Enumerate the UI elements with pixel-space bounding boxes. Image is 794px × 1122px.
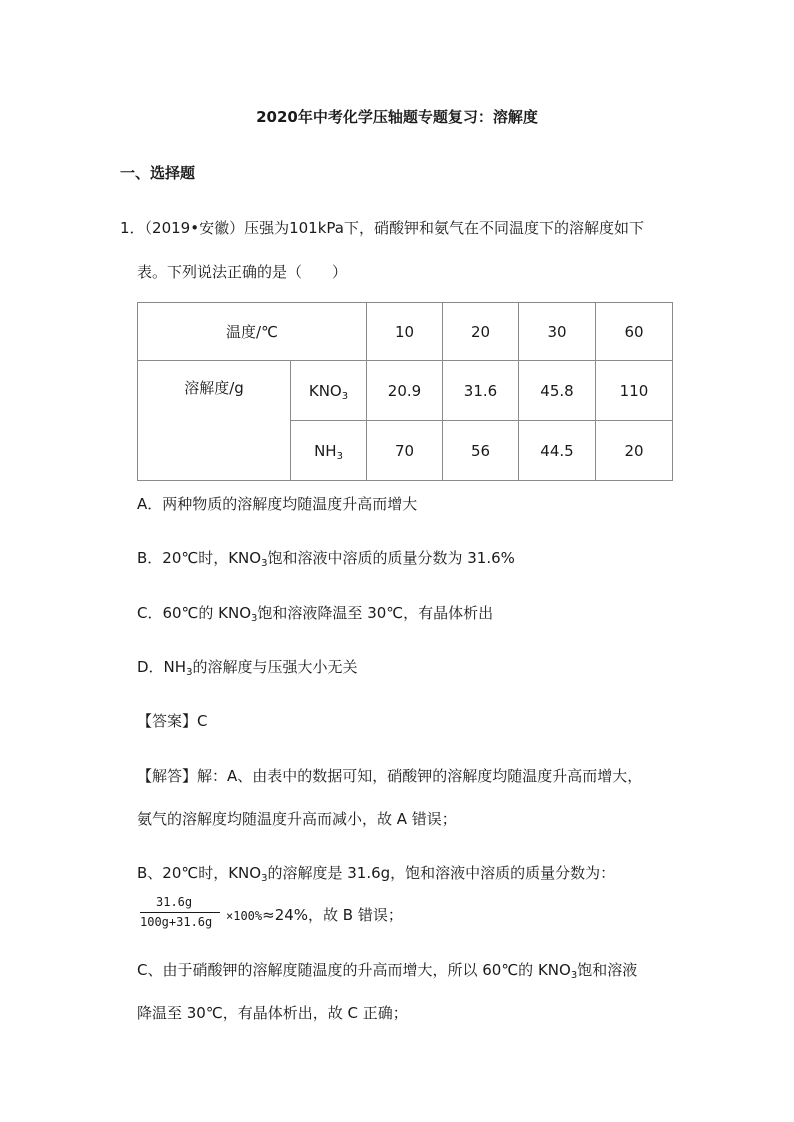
temperature-header: 温度/℃ — [138, 303, 367, 361]
explanation-c: C、由于硝酸钾的溶解度随温度的升高而增大，所以 60℃的 $KNO_3$饱和溶液 — [137, 961, 638, 981]
question-number: 1． — [120, 219, 145, 237]
question-stem: （2019•安徽）压强为101kPa下，硝酸钾和氨气在不同温度下的溶解度如下 — [144, 219, 644, 237]
kno3-value: 110 — [596, 361, 673, 421]
fraction-numerator: 31.6g — [156, 895, 193, 909]
temp-cell: 20 — [443, 303, 519, 361]
explanation-c-line-2: 降温至 30℃，有晶体析出，故 C 正确； — [137, 1004, 408, 1022]
explanation-line-1: 【解答】解：A、由表中的数据可知，硝酸钾的溶解度均随温度升高而增大， — [137, 767, 643, 785]
kno3-value: 31.6 — [443, 361, 519, 421]
nh3-value: 44.5 — [519, 421, 596, 481]
formula-result: ×100%≈24%，故 B 错误； — [226, 906, 403, 924]
temp-cell: 10 — [367, 303, 443, 361]
nh3-value: 20 — [596, 421, 673, 481]
temp-cell: 30 — [519, 303, 596, 361]
fraction-denominator: 100g+31.6g — [140, 915, 213, 929]
table-row — [138, 303, 673, 361]
kno3-label: $KNO_3$ — [291, 361, 367, 421]
nh3-label: $NH_3$ — [291, 421, 367, 481]
kno3-value: 20.9 — [367, 361, 443, 421]
explanation-b: B、20℃时，$KNO_3$的溶解度是 31.6g，饱和溶液中溶质的质量分数为： — [137, 864, 616, 884]
kno3-value: 45.8 — [519, 361, 596, 421]
solubility-table — [137, 302, 673, 481]
solubility-label: 溶解度/g — [138, 361, 291, 481]
nh3-value: 56 — [443, 421, 519, 481]
explanation-line-2: 氨气的溶解度均随温度升高而减小，故 A 错误； — [137, 810, 457, 828]
option-c: C．60℃的 $KNO_3$饱和溶液降温至 30℃，有晶体析出 — [137, 604, 494, 624]
temp-cell: 60 — [596, 303, 673, 361]
answer: 【答案】C — [137, 712, 208, 730]
question-line-1 — [120, 218, 644, 238]
section-heading: 一、选择题 — [120, 164, 196, 182]
nh3-value: 70 — [367, 421, 443, 481]
table-row — [138, 361, 673, 421]
option-d: D．$NH_3$的溶解度与压强大小无关 — [137, 658, 358, 678]
question-line-2: 表。下列说法正确的是（ ） — [137, 263, 348, 281]
option-a: A．两种物质的溶解度均随温度升高而增大 — [137, 495, 418, 513]
fraction-bar — [140, 912, 220, 913]
option-b: B．20℃时，$KNO_3$饱和溶液中溶质的质量分数为 31.6% — [137, 549, 515, 569]
page-title: 2020年中考化学压轴题专题复习：溶解度 — [256, 108, 538, 126]
